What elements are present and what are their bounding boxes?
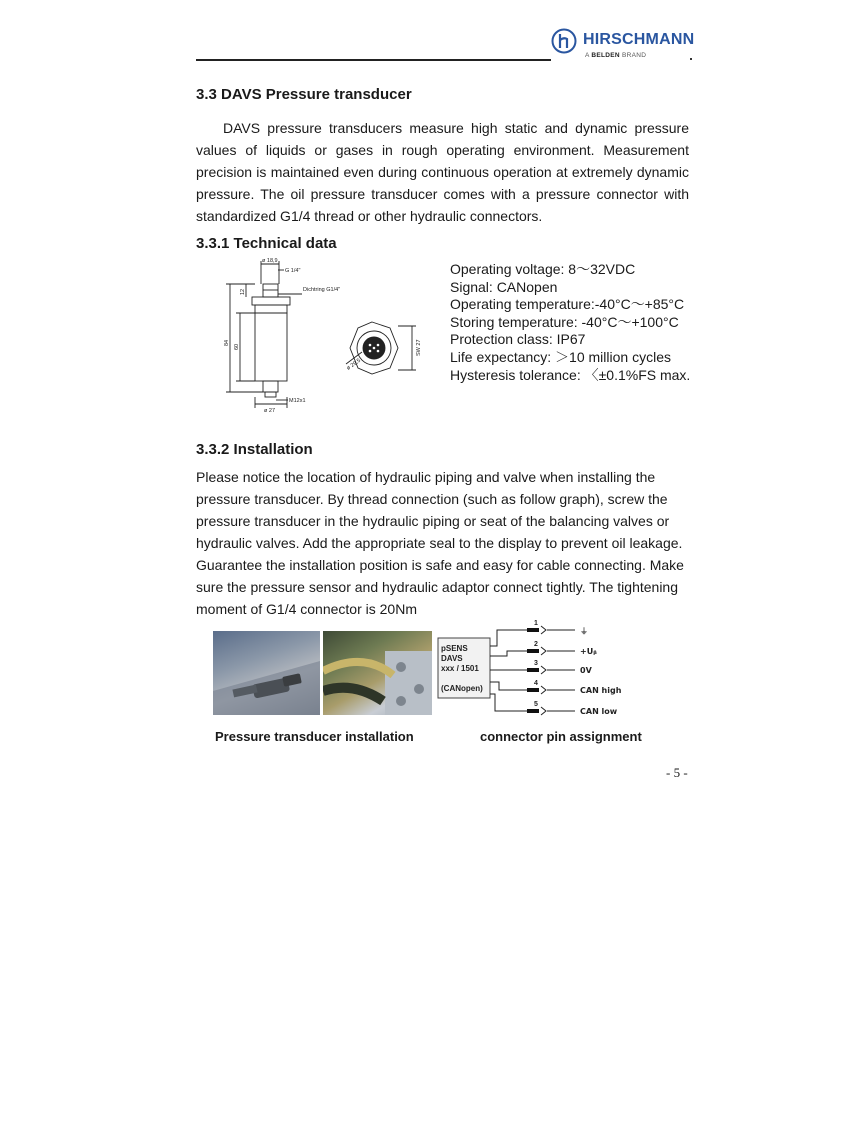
pin-number: 5 [534,701,538,708]
installation-paragraph: Please notice the location of hydraulic piping and valve when installing the pressure transducer. By thread connection (such as follow graph), screw the pressure transducer in the hydraulic piping or seat of the balancing valves or hydraulic valves. Add the appropriate seal to the display to prevent oil leakage. Guarantee the installation position is safe and easy for cable connecting. Make sure the pressure sensor and hydraulic adaptor connect tightly. The tightening moment of G1/4 connector is 20Nm [196,469,684,617]
caption-installation: Pressure transducer installation [215,729,414,744]
hirschmann-logo-icon [551,28,577,54]
pin-number: 2 [534,641,538,648]
pin-number: 1 [534,620,538,627]
installation-photo [323,631,432,715]
section-title: 3.3 DAVS Pressure transducer [196,86,412,103]
spec-item: Signal: CANopen [450,278,558,295]
pin-box-label: xxx / 1501 [441,664,479,673]
dim-label: M12x1 [289,398,306,404]
dim-label: 84 [224,339,230,346]
dim-label: 60 [234,343,240,350]
installation-photo [213,631,320,715]
pin-label: 0V [580,666,592,675]
caption-pin-assignment: connector pin assignment [480,729,642,744]
pin-number: 4 [534,680,538,687]
header-rule [196,59,551,61]
pin-label: ⏚ [580,627,588,636]
dim-label: Dichtring G1/4" [303,287,341,293]
connector-pin-diagram [437,618,667,722]
header-mark [690,58,692,60]
pin-label: CAN high [580,686,622,695]
installation-title: 3.3.2 Installation [196,441,313,458]
dim-label: ø 29,5 [345,357,362,372]
pin-label: +Uᵦ [580,647,597,656]
brand-subtitle: A BELDEN BRAND [585,52,647,59]
brand-logo [551,26,701,66]
intro-paragraph: DAVS pressure transducers measure high static and dynamic pressure values of liquids or gases in rough operating environment. Measurement precision is maintained even during continuous operation at extremely dynamic pressure. The oil pressure transducer comes with a pressure connector with standardized G1/4 thread or other hydraulic connectors. [196,120,689,224]
pin-label: CAN low [580,707,618,716]
brand-name: HIRSCHMANN [583,31,695,48]
pin-number: 3 [534,660,538,667]
spec-item: Protection class: IP67 [450,331,586,348]
dim-label: G 1/4" [285,268,301,274]
dim-label: 12 [240,288,246,295]
technical-data-title: 3.3.1 Technical data [196,235,337,252]
pin-box-label: pSENS [441,644,468,653]
page-number: - 5 - [666,765,688,780]
spec-item: Storing temperature: -40°C～+100°C [450,313,679,330]
pin-box-label: (CANopen) [441,684,483,693]
dim-label: ø 27 [264,408,276,414]
spec-item: Operating voltage: 8～32VDC [450,261,636,277]
spec-item: Operating temperature:-40°C～+85°C [450,296,685,313]
pin-box-label: DAVS [441,654,463,663]
spec-item: Hysteresis tolerance: 〈±0.1%FS max. [450,366,691,383]
spec-list [450,261,690,384]
spec-item: Life expectancy: ＞10 million cycles [450,348,671,365]
dim-label: ø 18,9 [262,258,278,264]
dim-label: SW 27 [416,339,422,356]
dimension-drawing [212,254,442,418]
